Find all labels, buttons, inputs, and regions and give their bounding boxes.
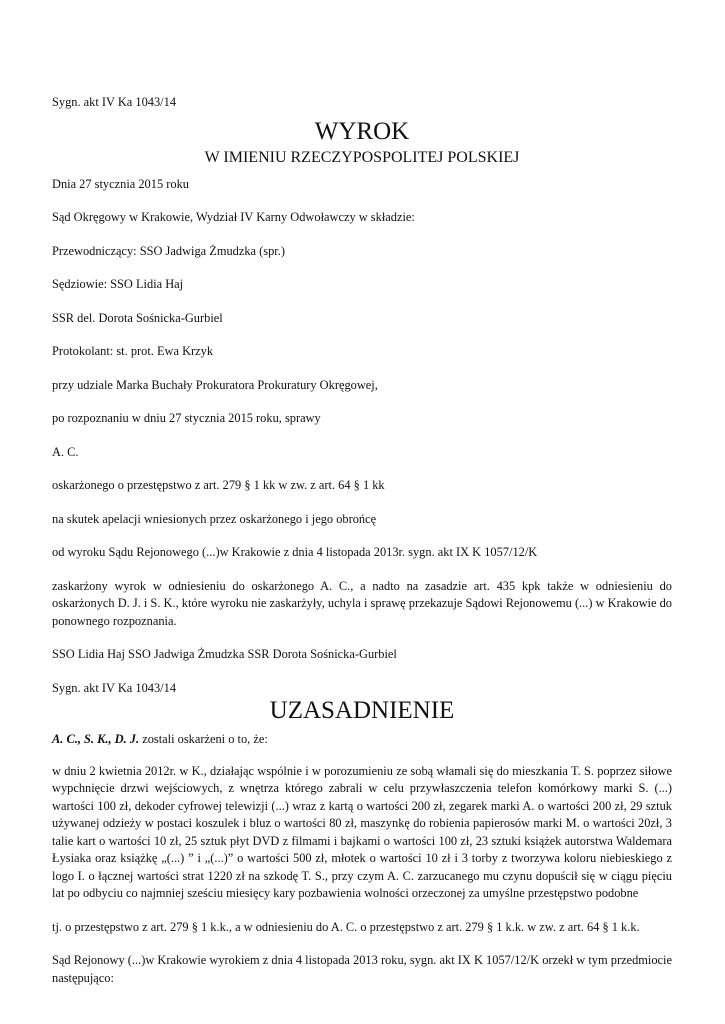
justification-title: UZASADNIENIE — [269, 697, 455, 724]
court-composition: Sąd Okręgowy w Krakowie, Wydział IV Karny Odwoławczy w składzie: — [52, 210, 415, 224]
accused-names: A. C., S. K., D. J. — [52, 732, 140, 746]
charge: oskarżonego o przestępstwo z art. 279 § 1 kk w zw. z art. 64 § 1 kk — [52, 478, 385, 492]
hearing-date: po rozpoznaniu w dniu 27 stycznia 2015 roku, sprawy — [52, 411, 321, 425]
court-clerk: Protokolant: st. prot. Ewa Krzyk — [52, 344, 214, 358]
signatures: SSO Lidia Haj SSO Jadwiga Żmudzka SSR Dorota Sośnicka-Gurbiel — [52, 647, 397, 661]
ruling-text: zaskarżony wyrok w odniesieniu do oskarżonego A. C., a nadto na zasadzie art. 435 kpk także w odniesieniu do oskarżonych D. J. i S. K., które wyroku nie zaskarżyły, uchyla i sprawę przekazuje Sądowi Rejonowemu (...) w Krakowie do ponownego rozpoznania. — [52, 578, 672, 628]
facts-paragraph: w dniu 2 kwietnia 2012r. w K., działając wspólnie i w porozumieniu ze sobą włamali się do mieszkania T. S. poprzez siłowe wypchnięcie drzwi wejściowych, z wnętrza którego zabrali w celu przywłaszczenia telefon komórkowy marki S. (...) wartości 100 zł, dekoder cyfrowej telewizji (...) wraz z kartą o wartości 200 zł, zegarek marki A. o wartości 200 zł, 29 sztuk używanej odzieży w postaci koszulek i bluz o wartości 80 zł, maszynkę do robienia papierosów marki M. o wartości 20zł, 3 talie kart o wartości 10 zł, 25 sztuk płyt DVD z filmami i bajkami o wartości 100 zł, 23 sztuki książek autorstwa Waldemara Łysiaka oraz książkę „(...) ” i „(...)” o wartości 500 zł, młotek o wartości 10 zł i 3 torby z tworzywa koloru niebieskiego z logo I. o łącznej wartości strat 1220 zł na szkodę T. S., przy czym A. C. zarzucanego mu czynu dopuścił się w ciągu pięciu lat po odbyciu co najmniej sześciu miesięcy kary pozbawienia wolności orzeczonej za umyślne przestępstwo podobne — [52, 763, 672, 900]
prosecutor: przy udziale Marka Buchały Prokuratora Prokuratury Okręgowej, — [52, 377, 378, 392]
judges: Sędziowie: SSO Lidia Haj — [52, 277, 184, 291]
verdict-title: WYROK — [314, 117, 410, 145]
document-page — [52, 94, 672, 1003]
case-number: Sygn. akt IV Ka 1043/14 — [52, 95, 177, 109]
accused-rest: zostali oskarżeni o to, że: — [139, 732, 268, 746]
qualification: tj. o przestępstwo z art. 279 § 1 k.k., a w odniesieniu do A. C. o przestępstwo z art. 279 § 1 k.k. w zw. z art. 64 § 1 k.k. — [52, 919, 640, 934]
judgment-reference: od wyroku Sądu Rejonowego (...)w Krakowie z dnia 4 listopada 2013r. sygn. akt IX K 1057/12/K — [52, 545, 538, 559]
presiding-judge: Przewodniczący: SSO Jadwiga Żmudzka (spr.) — [52, 243, 285, 258]
accused-line — [52, 731, 672, 749]
district-ruling: Sąd Rejonowy (...)w Krakowie wyrokiem z dnia 4 listopada 2013 roku, sygn. akt IX K 1057/12/K orzekł w tym przedmiocie następująco: — [52, 953, 672, 985]
case-number-2: Sygn. akt IV Ka 1043/14 — [52, 680, 177, 695]
appeal-basis: na skutek apelacji wniesionych przez oskarżonego i jego obrońcę — [52, 511, 377, 526]
verdict-date: Dnia 27 stycznia 2015 roku — [52, 176, 189, 191]
defendant: A. C. — [52, 444, 79, 459]
verdict-subtitle: W IMIENIU RZECZYPOSPOLITEJ POLSKIEJ — [204, 148, 520, 166]
judge-second: SSR del. Dorota Sośnicka-Gurbiel — [52, 310, 223, 325]
